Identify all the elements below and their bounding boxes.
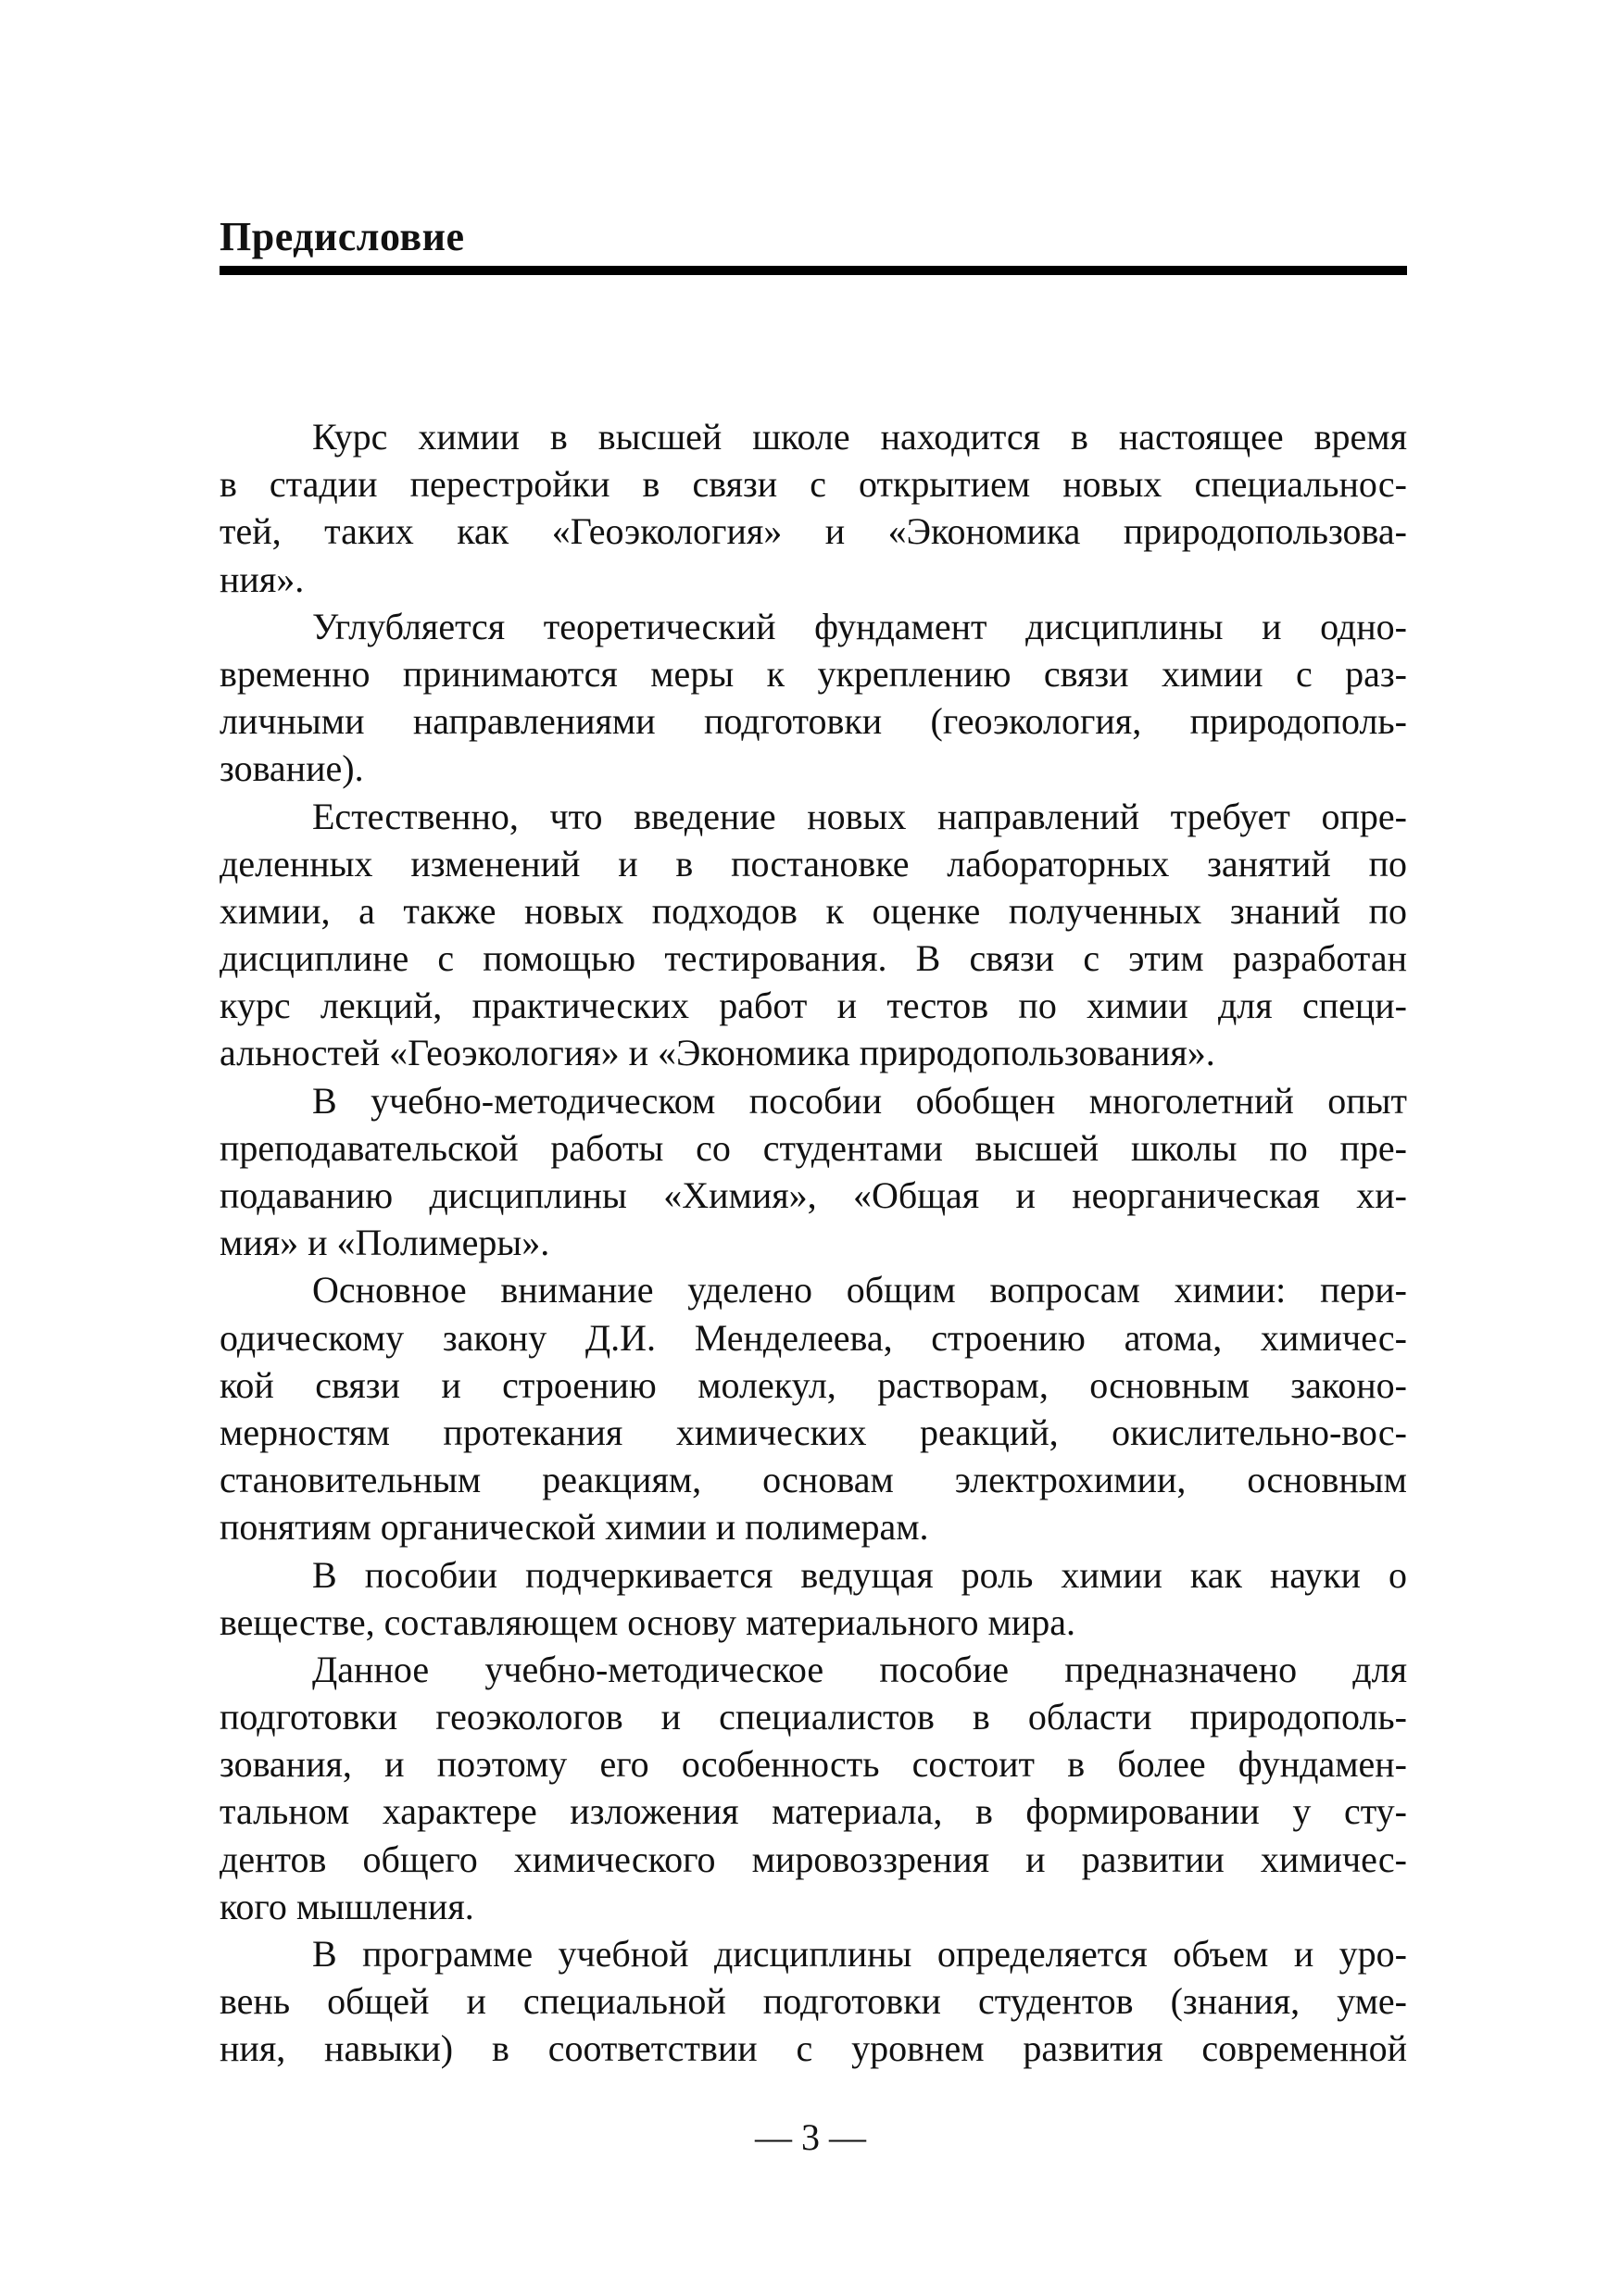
text-line: деленных изменений и в постановке лабораторных занятий по [220, 842, 1407, 885]
text-line: Естественно, что введение новых направлений требует опре- [312, 795, 1407, 837]
text-line: тальном характере изложения материала, в формировании у сту- [220, 1790, 1407, 1833]
title-underline-rule [220, 266, 1407, 275]
body-text [220, 413, 1407, 2073]
text-line: тей, таких как «Геоэкология» и «Экономика природопользова- [220, 510, 1407, 553]
text-line: подготовки геоэкологов и специалистов в области природополь- [220, 1696, 1407, 1738]
text-line: Данное учебно-методическое пособие предназначено для [312, 1648, 1407, 1690]
text-line: Углубляется теоретический фундамент дисциплины и одно- [312, 605, 1407, 647]
text-line: курс лекций, практических работ и тестов по химии для специ- [220, 985, 1407, 1027]
text-line: Основное внимание уделено общим вопросам химии: пери- [312, 1269, 1407, 1311]
text-line: альностей «Геоэкология» и «Экономика природопользования». [220, 1032, 1215, 1074]
text-line: В пособии подчеркивается ведущая роль химии как науки о [312, 1553, 1407, 1596]
text-line: зование). [220, 747, 364, 790]
text-line: химии, а также новых подходов к оценке полученных знаний по [220, 889, 1407, 932]
text-line: вень общей и специальной подготовки студентов (знания, уме- [220, 1980, 1407, 2023]
text-line: временно принимаются меры к укреплению связи химии с раз- [220, 652, 1407, 695]
text-line: дентов общего химического мировоззрения и развитии химичес- [220, 1838, 1407, 1880]
text-line: кого мышления. [220, 1885, 474, 1927]
text-line: мия» и «Полимеры». [220, 1222, 550, 1264]
text-line: ния». [220, 558, 305, 600]
text-line: становительным реакциям, основам электрохимии, основным [220, 1459, 1407, 1501]
text-line: преподавательской работы со студентами высшей школы по пре- [220, 1126, 1407, 1169]
text-line: личными направлениями подготовки (геоэкология, природополь- [220, 700, 1407, 743]
text-line: ния, навыки) в соответствии с уровнем развития современной [220, 2027, 1407, 2070]
text-line: в стадии перестройки в связи с открытием новых специальнос- [220, 463, 1407, 506]
text-line: подаванию дисциплины «Химия», «Общая и неорганическая хи- [220, 1174, 1407, 1216]
text-line: В учебно-методическом пособии обобщен многолетний опыт [312, 1079, 1407, 1122]
text-line: одическому закону Д.И. Менделеева, строению атома, химичес- [220, 1316, 1407, 1359]
text-line: мерностям протекания химических реакций, окислительно-вос- [220, 1411, 1407, 1453]
text-line: понятиям органической химии и полимерам. [220, 1506, 929, 1549]
page-number: — 3 — [755, 2116, 866, 2158]
page-title: Предисловие [220, 214, 465, 259]
text-line: кой связи и строению молекул, растворам, основным законо- [220, 1363, 1407, 1406]
text-line: Курс химии в высшей школе находится в настоящее время [312, 416, 1407, 458]
text-line: зования, и поэтому его особенность состоит в более фундамен- [220, 1743, 1407, 1786]
text-line: В программе учебной дисциплины определяется объем и уро- [312, 1933, 1407, 1975]
text-line: веществе, составляющем основу материального мира. [220, 1600, 1075, 1643]
text-line: дисциплине с помощью тестирования. В связи с этим разработан [220, 937, 1407, 980]
